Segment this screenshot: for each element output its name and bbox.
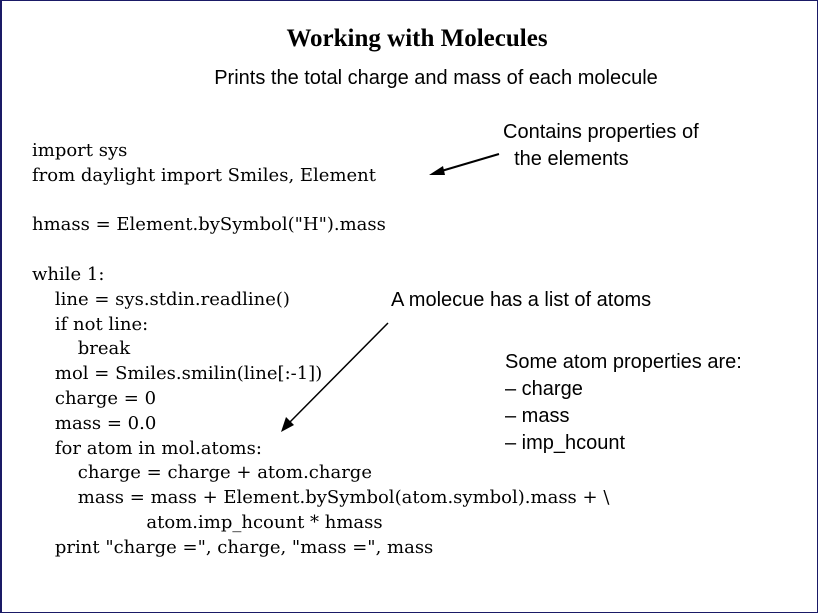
- code-line: mol = Smiles.smilin(line[:-1]): [32, 363, 323, 385]
- annotation-arrows: [2, 1, 819, 615]
- code-line: mass = mass + Element.bySymbol(atom.symbol).mass + \: [32, 487, 610, 509]
- code-line: break: [32, 338, 131, 360]
- code-line: mass = 0.0: [32, 412, 157, 434]
- code-line: line = sys.stdin.readline(): [32, 288, 290, 310]
- code-line: while 1:: [32, 263, 105, 285]
- code-line: charge = charge + atom.charge: [32, 462, 372, 484]
- atoms-arrow-line: [287, 323, 388, 425]
- code-line: atom.imp_hcount * hmass: [32, 511, 383, 533]
- property-item: – mass: [505, 405, 570, 427]
- code-line: from daylight import Smiles, Element: [32, 164, 376, 186]
- element-arrow-line: [438, 154, 499, 172]
- element-arrow-head: [429, 166, 445, 175]
- element-note-line: Contains properties of: [503, 121, 699, 143]
- slide-title: Working with Molecules: [286, 25, 548, 52]
- properties-heading: Some atom properties are:: [505, 351, 742, 373]
- code-line: charge = 0: [32, 387, 157, 409]
- atoms-note: A molecue has a list of atoms: [391, 289, 652, 311]
- property-item: – charge: [505, 378, 583, 400]
- element-note-line: the elements: [503, 148, 629, 170]
- code-line: for atom in mol.atoms:: [32, 437, 262, 459]
- code-line: if not line:: [32, 313, 149, 335]
- slide-subtitle: Prints the total charge and mass of each molecule: [214, 67, 658, 89]
- code-line: print "charge =", charge, "mass =", mass: [32, 536, 434, 558]
- property-item: – imp_hcount: [505, 432, 626, 454]
- code-line: import sys: [32, 140, 128, 161]
- code-line: hmass = Element.bySymbol("H").mass: [32, 214, 386, 236]
